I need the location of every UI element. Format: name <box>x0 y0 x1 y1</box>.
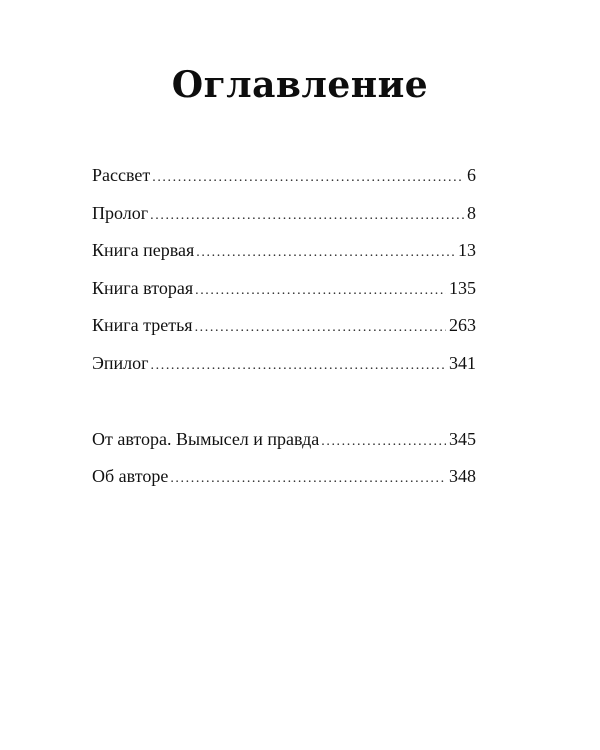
toc-entry-about-author <box>92 465 476 503</box>
dot-leader <box>170 468 446 490</box>
toc-entry-epilogue <box>92 352 476 390</box>
toc-entry-title: Пролог <box>92 202 149 223</box>
toc-entry-book-one <box>92 239 476 277</box>
toc-entry-title: Рассвет <box>92 165 151 185</box>
toc-entry-prologue <box>92 202 476 240</box>
toc-entry-title: От автора. Вымысел и правда <box>92 428 320 449</box>
toc-entry-page: 263 <box>449 315 476 336</box>
toc-entry-page: 341 <box>449 352 476 373</box>
dot-leader <box>196 242 455 264</box>
dot-leader <box>150 205 464 227</box>
toc-entry-page: 345 <box>449 428 476 449</box>
toc-entry-title: Книга первая <box>92 240 195 261</box>
toc-entry-book-two <box>92 277 476 315</box>
toc-entry-dawn <box>92 164 476 202</box>
toc-entry-author-note <box>92 428 476 466</box>
dot-leader <box>321 431 446 453</box>
toc-entry-title: Книга третья <box>92 315 193 336</box>
dot-leader <box>195 317 446 339</box>
toc-entry-page: 348 <box>449 466 476 487</box>
toc-entry-page: 13 <box>458 240 476 261</box>
toc-entry-title: Эпилог <box>92 352 149 373</box>
toc-entry-title: Книга вторая <box>92 277 194 298</box>
toc-entry-page: 8 <box>467 202 476 223</box>
toc-entry-page: 6 <box>467 165 476 185</box>
dot-leader <box>151 355 446 377</box>
section-gap <box>92 390 476 428</box>
page-title: Оглавление <box>171 64 429 106</box>
toc-entry-page: 135 <box>449 277 476 298</box>
toc-entry-title: Об авторе <box>92 466 169 487</box>
dot-leader <box>195 280 446 302</box>
table-of-contents <box>92 164 476 503</box>
toc-entry-book-three <box>92 314 476 352</box>
dot-leader <box>152 167 464 189</box>
